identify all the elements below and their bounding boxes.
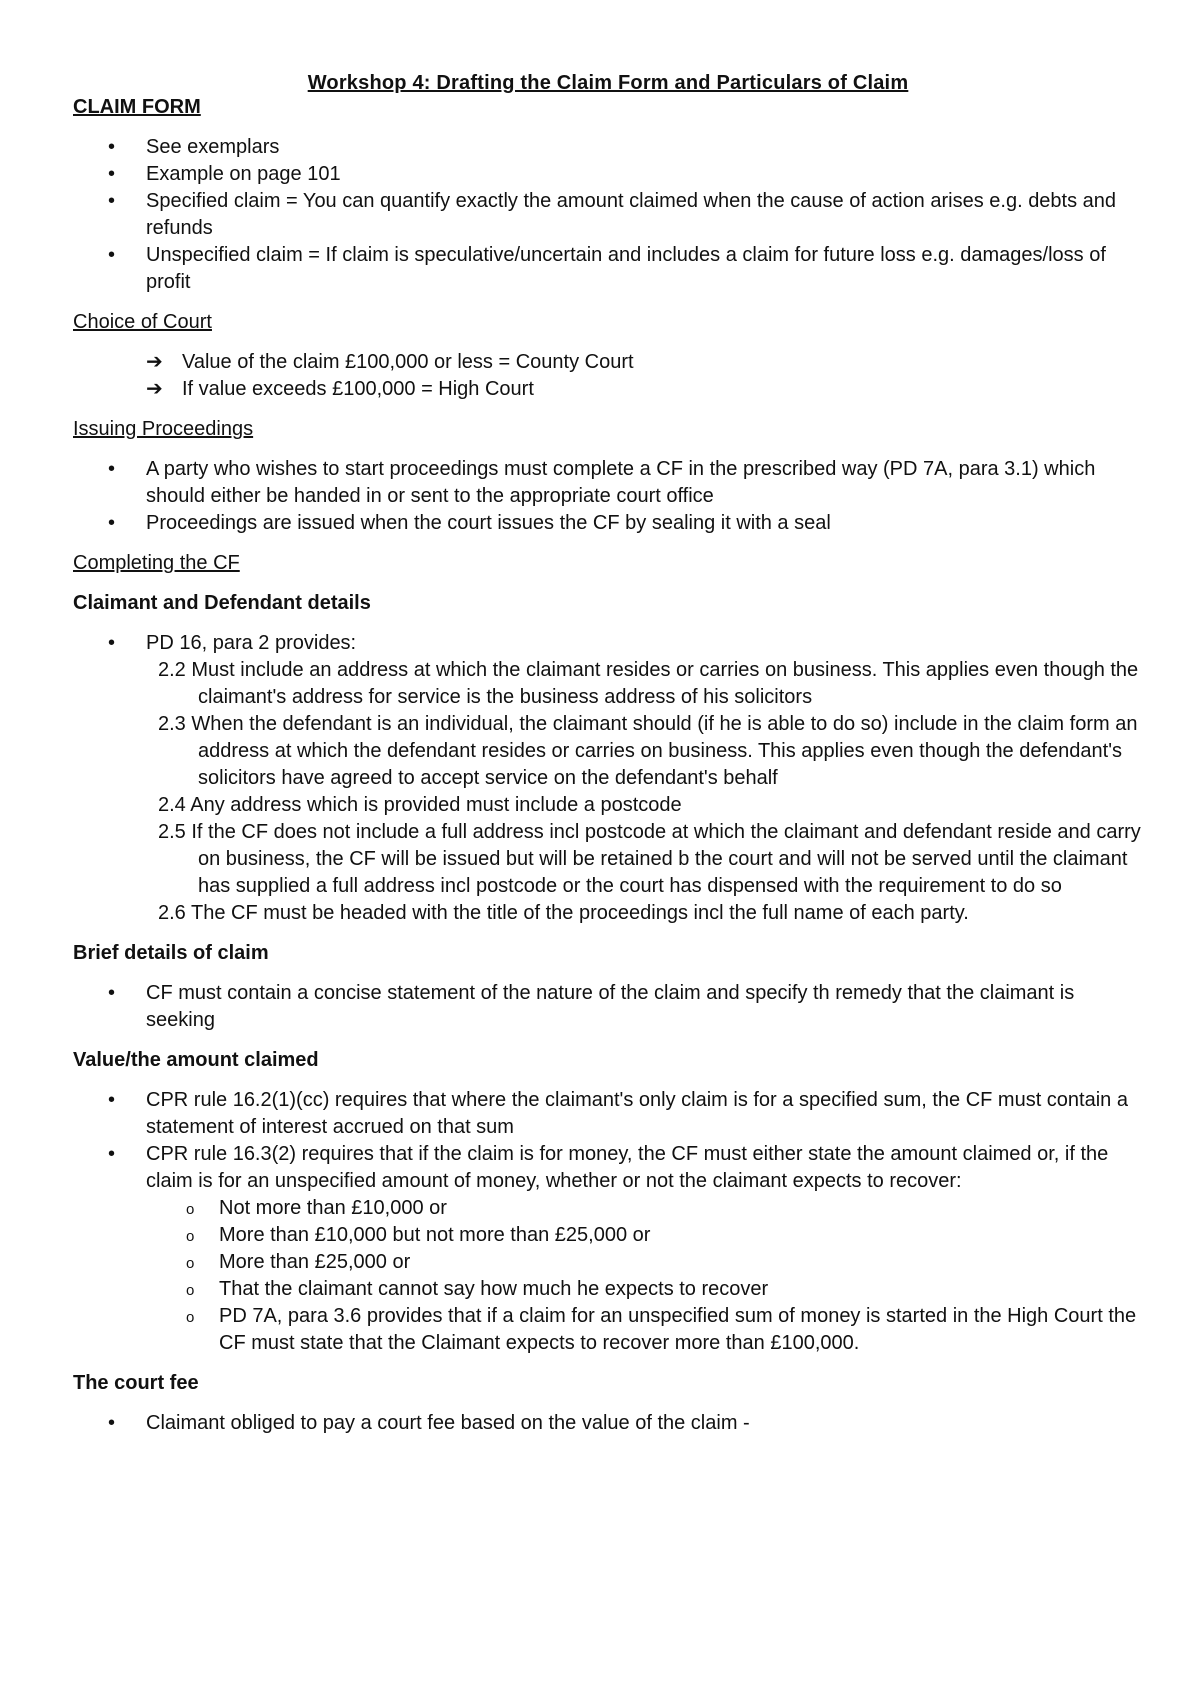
brief-details-heading: Brief details of claim (73, 942, 269, 964)
court-fee-list (73, 1410, 1143, 1437)
court-fee-heading: The court fee (73, 1372, 199, 1394)
parties-heading: Claimant and Defendant details (73, 592, 371, 614)
value-list (73, 1087, 1143, 1195)
list-item: • A party who wishes to start proceedings must complete a CF in the prescribed way (PD 7A, para 3.1) which should either be handed in or sent to the appropriate court office (73, 456, 1143, 510)
document-page (73, 70, 1143, 1437)
parties-list (73, 630, 1143, 657)
value-heading: Value/the amount claimed (73, 1049, 319, 1071)
list-item (73, 376, 1143, 403)
list-item: • CF must contain a concise statement of the nature of the claim and specify th remedy that the claimant is seeking (73, 980, 1143, 1034)
list-item: • Unspecified claim = If claim is speculative/uncertain and includes a claim for future loss e.g. damages/loss of profit (73, 242, 1143, 296)
value-sub-list (73, 1195, 1143, 1357)
completing-cf-heading: Completing the CF (73, 552, 240, 574)
numbered-paragraph: 2.5 If the CF does not include a full address incl postcode at which the claimant and defendant reside and carry on business, the CF will be issued but will be retained b the court and will not be served until the claimant has supplied a full address incl postcode or the court has dispensed with the requirement to do so (158, 821, 1141, 897)
claim-form-list (73, 134, 1143, 296)
list-item: • CPR rule 16.2(1)(cc) requires that where the claimant's only claim is for a specified sum, the CF must contain a statement of interest accrued on that sum (73, 1087, 1143, 1141)
list-item: • Example on page 101 (73, 161, 1143, 188)
arrow-right-icon: ➔ (146, 351, 163, 373)
list-item: • CPR rule 16.3(2) requires that if the claim is for money, the CF must either state the amount claimed or, if the claim is for an unspecified amount of money, whether or not the claimant expects to recover: (73, 1141, 1143, 1195)
list-item: • Proceedings are issued when the court issues the CF by sealing it with a seal (73, 510, 1143, 537)
sub-list-item: o That the claimant cannot say how much he expects to recover (73, 1276, 1143, 1303)
list-item: • Claimant obliged to pay a court fee based on the value of the claim - (73, 1410, 1143, 1437)
numbered-paragraph: 2.6 The CF must be headed with the title of the proceedings incl the full name of each party. (158, 902, 969, 924)
choice-of-court-heading: Choice of Court (73, 311, 212, 333)
sub-list-item: o More than £25,000 or (73, 1249, 1143, 1276)
list-item: • See exemplars (73, 134, 1143, 161)
arrow-right-icon: ➔ (146, 378, 163, 400)
list-item (73, 349, 1143, 376)
issuing-proceedings-list (73, 456, 1143, 537)
sub-list-item: o More than £10,000 but not more than £25,000 or (73, 1222, 1143, 1249)
issuing-proceedings-heading: Issuing Proceedings (73, 418, 254, 440)
brief-details-list (73, 980, 1143, 1034)
sub-list-item: o PD 7A, para 3.6 provides that if a claim for an unspecified sum of money is started in the High Court the CF must state that the Claimant expects to recover more than £100,000. (73, 1303, 1143, 1357)
numbered-paragraph: 2.3 When the defendant is an individual, the claimant should (if he is able to do so) include in the claim form an address at which the defendant resides or carries on business. This applies even though the defendant's solicitors have agreed to accept service on the defendant's behalf (158, 713, 1138, 789)
list-item: • PD 16, para 2 provides: (73, 630, 1143, 657)
list-item-text: Value of the claim £100,000 or less = County Court (182, 351, 634, 373)
choice-of-court-list (73, 349, 1143, 403)
claim-form-heading: CLAIM FORM (73, 96, 201, 118)
list-item-text: If value exceeds £100,000 = High Court (182, 378, 534, 400)
list-item: • Specified claim = You can quantify exactly the amount claimed when the cause of action arises e.g. debts and refunds (73, 188, 1143, 242)
numbered-paragraph: 2.2 Must include an address at which the claimant resides or carries on business. This applies even though the claimant's address for service is the business address of his solicitors (158, 659, 1139, 708)
sub-list-item: o Not more than £10,000 or (73, 1195, 1143, 1222)
numbered-paragraph: 2.4 Any address which is provided must include a postcode (158, 794, 682, 816)
page-title: Workshop 4: Drafting the Claim Form and Particulars of Claim (307, 72, 909, 94)
pd16-paragraphs (73, 657, 1143, 927)
